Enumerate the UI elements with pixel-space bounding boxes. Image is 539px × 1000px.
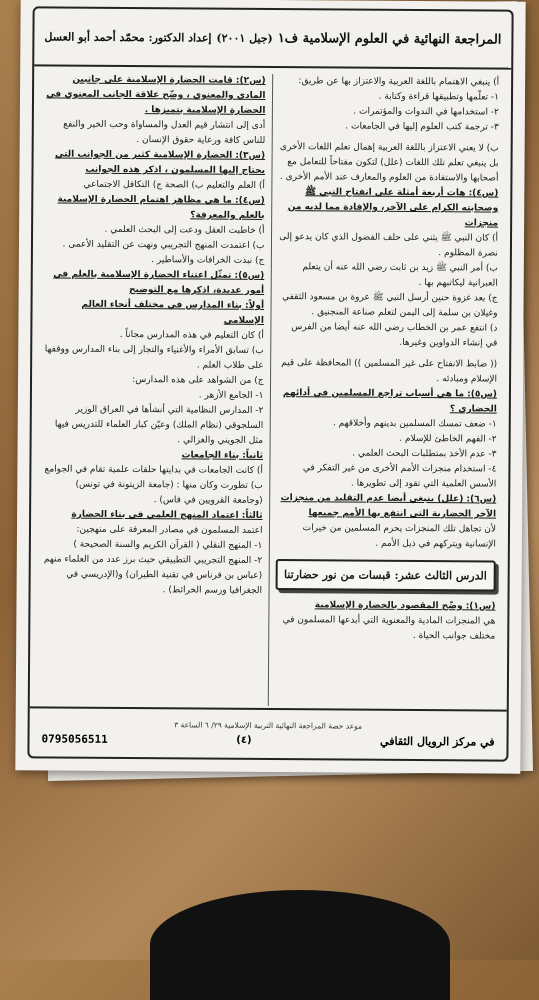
- content-columns: [36, 72, 505, 707]
- answer-line: ١- تعلّمها وتطبيقها قراءة وكتابة .: [378, 91, 500, 103]
- answer-line: اعتمد المسلمون في مصادر المعرفة على منهجين:: [76, 524, 263, 536]
- answer-line: هي المنجزات المادية والمعنوية التي أبدعها المسلمون في مختلف جوانب الحياة .: [282, 615, 496, 642]
- question-heading: (س٥): تمثّل اعتناء الحضارة الإسلامية بالعلم في أمور عديدة، اذكرها مع التوضيح: [53, 269, 265, 296]
- answer-line: ب) أمر النبي ﷺ زيد بن ثابت رضي الله عنه أن يتعلم العبرانية ليكاتبهم بها .: [302, 262, 498, 289]
- page-title: المراجعة النهائية في العلوم الإسلامية ف١: [277, 30, 502, 48]
- question-heading: ثالثاً: اعتماد المنهج العلمي في بناء الحضارة: [71, 509, 263, 521]
- answer-line: ٤- استخدام منجزات الأمم الأخرى من غير التفكر في الأسس العلمية التي تقود إلى تطويرها .: [302, 463, 497, 490]
- question-heading: أولاً: بناء المدارس في مختلف أنحاء العالم الإسلامي: [81, 299, 265, 326]
- left-column: [36, 72, 273, 706]
- right-column: [268, 74, 505, 708]
- page-header: [34, 8, 511, 69]
- answer-line: ١- المنهج النقلي ( القرآن الكريم والسنة الصحيحة ): [73, 539, 263, 551]
- question-heading: (س٦): (علل) ينبغي أيضا عدم التقليد من منجزات الآخر الحضارية التي انتفع بها الأمم جميعها: [280, 493, 497, 520]
- footer-note: موعد حصة المراجعة النهائية التربية الإسلامية ٢٩/ ٦ الساعة ٣: [174, 720, 363, 731]
- answer-line: ٢- المنهج التجريبي التطبيقي حيث برز عدد من العلماء منهم (عباس بن فرناس في تقنية الطيران) و(الإدريسي في الجغرافيا ورسم الخرائط) .: [43, 554, 263, 596]
- question-heading: ثانياً: بناء الجامعات: [181, 450, 264, 461]
- answer-line: ب) اعتمدت المنهج التجريبي ونهت عن التقليد الأعمى .: [62, 239, 265, 251]
- answer-line: أ) ينبغي الاهتمام باللغة العربية والاعتزاز بها عن طريق:: [298, 76, 500, 88]
- generation-label: (جيل ٢٠٠١): [216, 31, 273, 45]
- answer-line: ج) نبذت الخرافات والأساطير .: [151, 255, 265, 266]
- answer-line: ج) بعد غزوة حنين أرسل النبي ﷺ عروة بن مسعود الثقفي وغيلان بن سلمة إلى اليمن لتعلم صناعة المنجنيق .: [282, 292, 498, 319]
- answer-line: ب) تطورت وكان منها : (جامعة الزيتونة في تونس) (وجامعة القرويين في فاس) .: [75, 479, 263, 506]
- answer-line: أ) كان النبي ﷺ يثني على حلف الفضول الذي كان يدعو إلى نصرة المظلوم .: [279, 232, 499, 259]
- phone-number: 0795056511: [41, 732, 108, 746]
- answer-line: ١- ضعف تمسك المسلمين بدينهم وأخلاقهم .: [332, 418, 497, 430]
- answer-line: (( ضابط الانفتاح على غير المسلمين )) المحافظة على قيم الإسلام ومبادئه .: [281, 358, 498, 385]
- answer-line: ج) من الشواهد على هذه المدارس:: [132, 375, 264, 386]
- answer-line: ٢- المدارس النظامية التي أنشأها في العراق الوزير السلجوقي (نظام الملك) وعيّن كبار العلماء للتدريس فيها مثل الجويني والغزالي .: [54, 404, 264, 446]
- answer-line: ٣- ترجمة كتب العلوم إليها في الجامعات .: [345, 121, 499, 133]
- answer-line: أ) كان التعليم في هذه المدارس مجاناً .: [119, 329, 264, 341]
- question-heading: (س٣): الحضارة الإسلامية كثير من الجوانب التي يحتاج إليها المسلمون ، اذكر هذه الجوانب: [54, 149, 266, 176]
- answer-line: ١- الجامع الأزهر .: [198, 390, 264, 401]
- question-heading: (س٤): ما هي مظاهر اهتمام الحضارة الإسلامية بالعلم والمعرفة؟: [57, 194, 265, 221]
- question-heading: (س٥): ما هي أسباب تراجع المسلمين في أدائهم الحضاري ؟: [282, 388, 497, 415]
- question-heading: (س٢): قامت الحضارة الإسلامية على جانبين المادي والمعنوي ، وضّح علاقة الجانب المعنوي في الحضارة الإسلامية بتميزها .: [46, 74, 266, 116]
- answer-line: ٢- استخدامها في الندوات والمؤتمرات .: [353, 106, 499, 118]
- answer-line: أ) العلم والتعليم ب) الصحة ج) التكافل الاجتماعي: [83, 179, 265, 191]
- shoe-shadow: [150, 890, 450, 1000]
- question-heading: (س٤): هات أربعة أمثلة على انفتاح النبي ﷺ وصحابته الكرام على الآخر، والإفادة مما لديه من منجزات: [287, 187, 499, 229]
- lesson-title: الدرس الثالث عشر: قبسات من نور حضارتنا: [275, 559, 496, 592]
- question-heading: (س١): وضّح المقصود بالحضارة الإسلامية: [314, 600, 496, 612]
- answer-line: لأن تجاهل تلك المنجزات يحرم المسلمين من خيرات الإنسانية ويتركهم في ذيل الأمم .: [302, 523, 497, 550]
- footer-bar: [41, 732, 494, 748]
- answer-line: أدى إلى انتشار قيم العدل والمساواة وحب الخير والنفع للناس كافة ورعاية حقوق الإنسان .: [63, 119, 266, 146]
- author-label: إعداد الدكتور: محمّد أحمد أبو العسل: [44, 29, 212, 45]
- document-page: [15, 0, 525, 774]
- answer-line: ٢- الفهم الخاطئ للإسلام .: [399, 433, 497, 445]
- page-frame: [27, 6, 513, 761]
- answer-line: أ) خاطبت العقل ودعت إلى البحث العلمي .: [104, 224, 265, 236]
- center-name: في مركز الرويال الثقافي: [380, 734, 495, 749]
- answer-line: أ) كانت الجامعات في بدايتها حلقات علمية تقام في الجوامع: [44, 464, 263, 476]
- page-footer: [29, 706, 506, 759]
- answer-line: د) انتفع عمر بن الخطاب رضي الله عنه أيضا من الفرس في إنشاء الدواوين وغيرها.: [291, 322, 498, 349]
- answer-line: ٣- عدم الأخذ بمتطلبات البحث العلمي .: [352, 448, 497, 460]
- answer-line: ب) تسابق الأمراء والأغنياء والتجار إلى بناء المدارس ووقفها على طلاب العلم .: [44, 344, 264, 371]
- answer-line: ب) لا يعني الاعتزاز باللغة العربية إهمال تعلم اللغات الأخرى بل ينبغي تعلم تلك اللغات (علل) لتكون مفتاحاً للتعامل مع أصحابها والاستفادة من العلوم والمعارف عند الأمم الأخرى .: [279, 142, 499, 184]
- page-number: (٤): [236, 734, 252, 746]
